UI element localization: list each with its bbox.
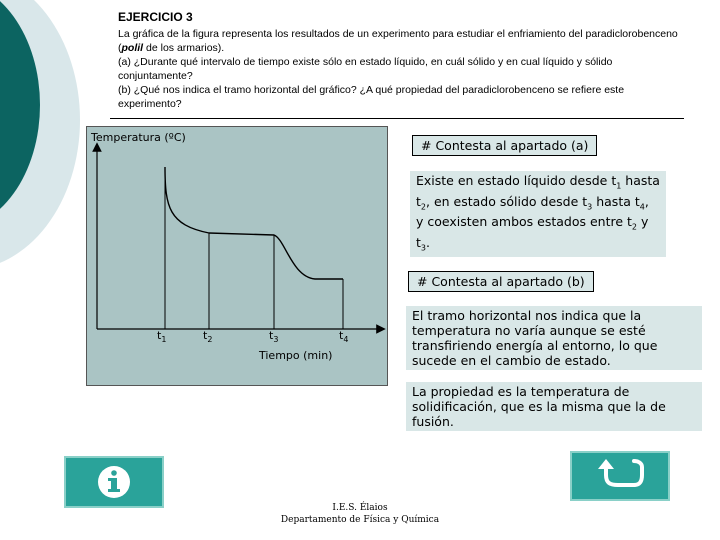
y-axis-label: Temperatura (ºC)	[91, 131, 186, 144]
x-axis-label: Tiempo (min)	[259, 349, 333, 362]
footer-department: Departamento de Física y Química	[280, 515, 440, 525]
return-arrow-icon	[572, 453, 668, 499]
cooling-curve	[165, 167, 343, 279]
divider-line	[110, 118, 684, 119]
statement-question-b: (b) ¿Qué nos indica el tramo horizontal del gráfico? ¿A qué propiedad del paradiclorobenceno se refiere este experimento?	[118, 84, 625, 110]
answer-a-tag: # Contesta al apartado (a)	[412, 135, 597, 156]
tick-t3: $t_3$	[269, 329, 279, 345]
tick-t1: $t_1$	[157, 329, 167, 345]
answer-b-text-2: La propiedad es la temperatura de solidificación, que es la misma que la de fusión.	[406, 382, 702, 431]
answer-a-text: Existe en estado líquido desde $t_1$ hasta $t_2$, en estado sólido desde $t_3$ hasta $t_4$, y coexisten ambos estados entre $t_2$ y $t_3$.	[410, 171, 666, 257]
answer-b-tag: # Contesta al apartado (b)	[408, 271, 594, 292]
footer	[240, 502, 480, 526]
tick-t2: $t_2$	[203, 329, 213, 345]
cooling-graph	[86, 126, 388, 386]
exercise-statement	[118, 27, 678, 111]
statement-intro: La gráfica de la figura representa los resultados de un experimento para estudiar el enfriamiento del paradiclorobenceno (polil de los armarios).	[118, 28, 678, 54]
cooling-curve-svg	[87, 127, 387, 385]
footer-school: I.E.S. Élaios	[332, 503, 388, 513]
info-button[interactable]	[64, 456, 164, 508]
exercise-title: EJERCICIO 3	[118, 10, 193, 24]
tick-t4: $t_4$	[339, 329, 349, 345]
back-button[interactable]	[570, 451, 670, 501]
answer-b-text-1: El tramo horizontal nos indica que la temperatura no varía aunque se esté transfiriendo energía al entorno, lo que sucede en el cambio de estado.	[406, 306, 702, 370]
statement-question-a: (a) ¿Durante qué intervalo de tiempo existe sólo en estado líquido, en cuál sólido y en cual líquido y sólido conjuntamente?	[118, 56, 613, 82]
info-icon	[66, 458, 162, 506]
